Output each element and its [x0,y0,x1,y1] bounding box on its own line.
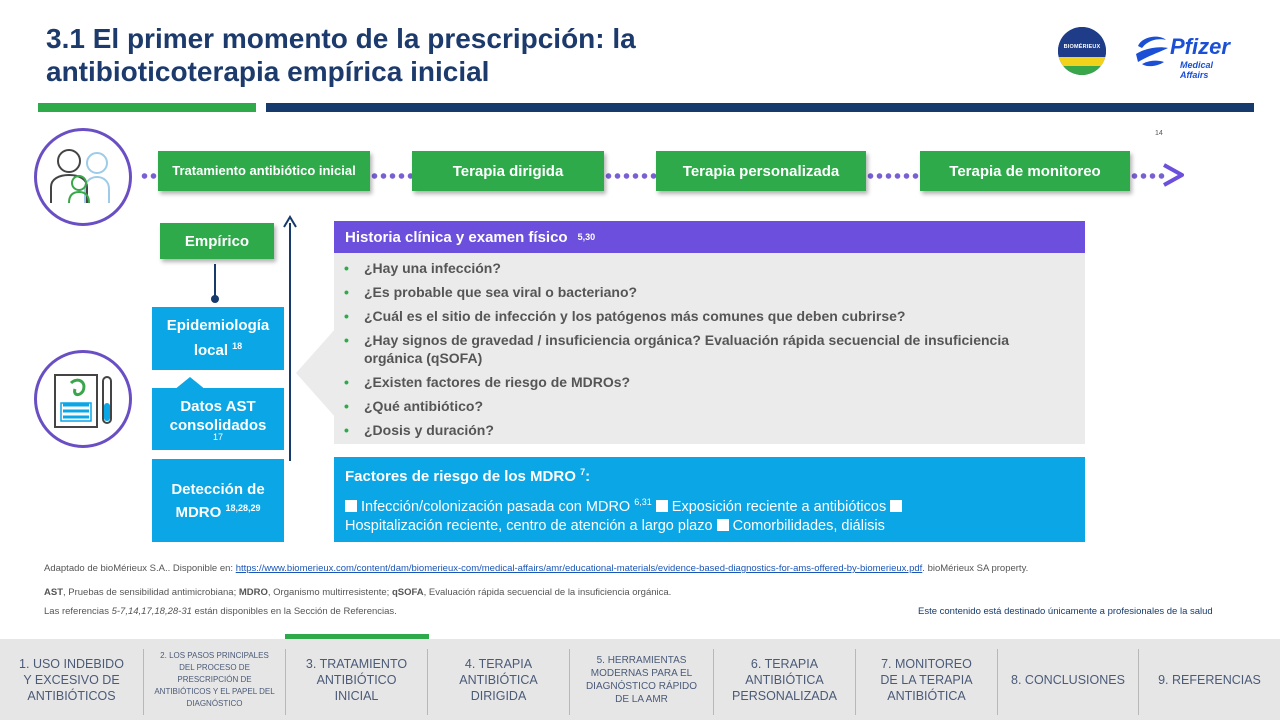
mdro-item-1: Infección/colonización pasada con MDRO [361,498,631,515]
source-note: Adaptado de bioMérieux S.A.. Disponible en: https://www.biomerieux.com/content/dam/biomerieux-com/medical-affairs/amr/educational-materials/evidence-based-diagnostics-for-ams-offered-by-biomerieux.pdf. bioMérieux SA property. [44,563,1029,574]
deteccion-label: Detección de MDRO [171,480,265,521]
question-item: • ¿Qué antibiótico? [344,398,483,414]
title-line-1: 3.1 El primer momento de la prescripción: la [46,23,636,54]
checkbox-square-icon [345,500,357,512]
question-item: • ¿Hay signos de gravedad / insuficiencia orgánica? Evaluación rápida secuencial de insuficiencia orgánica (qSOFA) [344,332,1009,366]
deteccion-ref: 18,28,29 [225,502,261,513]
page-title [46,22,806,88]
flow-dots-1 [140,173,158,179]
historia-title: Historia clínica y examen físico [345,228,568,246]
flow-dots-4 [866,173,920,179]
connector-up-small [206,260,224,308]
datos-ast-ref: 17 [212,431,223,442]
epidemiologia-local-box [152,307,284,370]
empirico-box: Empírico [160,223,274,259]
mdro-item-2: Exposición reciente a antibióticos [671,498,887,515]
nav-item-2[interactable]: 2. LOS PASOS PRINCIPALES DEL PROCESO DE PRESCRIPCIÓN DE ANTIBIÓTICOS Y EL PAPEL DEL DIAGNÓSTICO [154,650,275,708]
biomerieux-logo [1058,27,1106,75]
historia-ref: 5,30 [577,232,596,242]
abbreviations-note: AST, Pruebas de sensibilidad antimicrobiana; MDRO, Organismo multirresistente; qSOFA, Evaluación rápida secuencial de la insuficiencia orgánica. [44,587,672,598]
header-green-bar [38,103,256,112]
mdro-title: Factores de riesgo de los MDRO [345,468,576,485]
title-line-2: antibioticoterapia empírica inicial [46,56,490,87]
flow-dots-3 [604,173,656,179]
mdro-item-3: Hospitalización reciente, centro de atención a largo plazo [345,517,713,534]
lab-report-icon [34,350,132,448]
question-item: • ¿Cuál es el sitio de infección y los patógenos más comunes que deben cubrirse? [344,308,906,324]
patient-doctor-icon [34,128,132,226]
audience-disclaimer: Este contenido está destinado únicamente a profesionales de la salud [918,606,1213,617]
epidemiologia-ref: 18 [232,341,243,351]
section-nav [0,639,1280,720]
mdro-item-1-ref: 6,31 [634,497,652,507]
step-terapia-dirigida[interactable]: Terapia dirigida [412,151,604,191]
step-terapia-personalizada[interactable]: Terapia personalizada [656,151,866,191]
pfizer-logo-sub: Medical Affairs [1180,60,1214,80]
nav-item-3[interactable]: 3. TRATAMIENTO ANTIBIÓTICO INICIAL [305,656,408,703]
epidemiologia-label: Epidemiología local [166,317,270,359]
biomerieux-logo-text: BIOMÉRIEUX [1063,44,1101,50]
flow-dots-2 [370,173,412,179]
header-navy-bar [266,103,1254,112]
nav-item-8[interactable]: 8. CONCLUSIONES [1011,672,1125,687]
mdro-risk-panel: Factores de riesgo de los MDRO $^7$: Infección/colonización pasada con MDRO $^{6,31}$ Exposición reciente a antibióticos Hospitalización reciente, centro de atención a largo plazo Comorbilidades, diálisis [334,457,1085,542]
nav-item-1[interactable]: 1. USO INDEBIDO Y EXCESIVO DE ANTIBIÓTICOS [19,656,124,703]
lab-document-icon [37,353,129,445]
callout-pointer [296,328,336,418]
question-item: • ¿Dosis y duración? [344,422,494,438]
nav-item-9[interactable]: 9. REFERENCIAS [1158,672,1261,687]
source-link[interactable]: https://www.biomerieux.com/content/dam/biomerieux-com/medical-affairs/amr/educational-materials/evidence-based-diagnostics-for-ams-offered-by-biomerieux.pdf [235,563,923,574]
historia-panel-body [334,253,1085,444]
people-icon [37,131,129,223]
checkbox-square-icon [890,500,902,512]
nav-item-6[interactable]: 6. TERAPIA ANTIBIÓTICA PERSONALIZADA [732,656,837,703]
question-item: • ¿Es probable que sea viral o bacteriano? [344,284,638,300]
datos-ast-label: Datos AST consolidados [169,397,267,434]
step-terapia-monitoreo[interactable]: Terapia de monitoreo [920,151,1130,191]
checkbox-square-icon [656,500,668,512]
deteccion-mdro-box [152,459,284,542]
step-tratamiento-inicial[interactable]: Tratamiento antibiótico inicial [158,151,370,191]
mdro-item-4: Comorbilidades, diálisis [732,517,885,534]
nav-item-5[interactable]: 5. HERRAMIENTAS MODERNAS PARA EL DIAGNÓSTICO RÁPIDO DE LA AMR [585,654,698,705]
pfizer-swirl-icon [1132,32,1172,70]
nav-item-4[interactable]: 4. TERAPIA ANTIBIÓTICA DIRIGIDA [459,656,538,703]
question-item: • ¿Hay una infección? [344,260,501,276]
references-note: Las referencias 5-7,14,17,18,28-31 están disponibles en la Sección de Referencias. [44,606,397,617]
pfizer-logo-word: Pfizer [1170,34,1230,59]
page-number: 14 [1155,130,1163,137]
datos-ast-box [152,388,284,450]
pfizer-logo [1132,30,1242,80]
question-item: • ¿Existen factores de riesgo de MDROs? [344,374,631,390]
nav-item-7[interactable]: 7. MONITOREO DE LA TERAPIA ANTIBIÓTICA [880,656,973,703]
mdro-title-ref: 7 [580,467,586,477]
checkbox-square-icon [717,519,729,531]
historia-panel-header [334,221,1085,253]
flow-arrow-icon [1160,162,1190,188]
